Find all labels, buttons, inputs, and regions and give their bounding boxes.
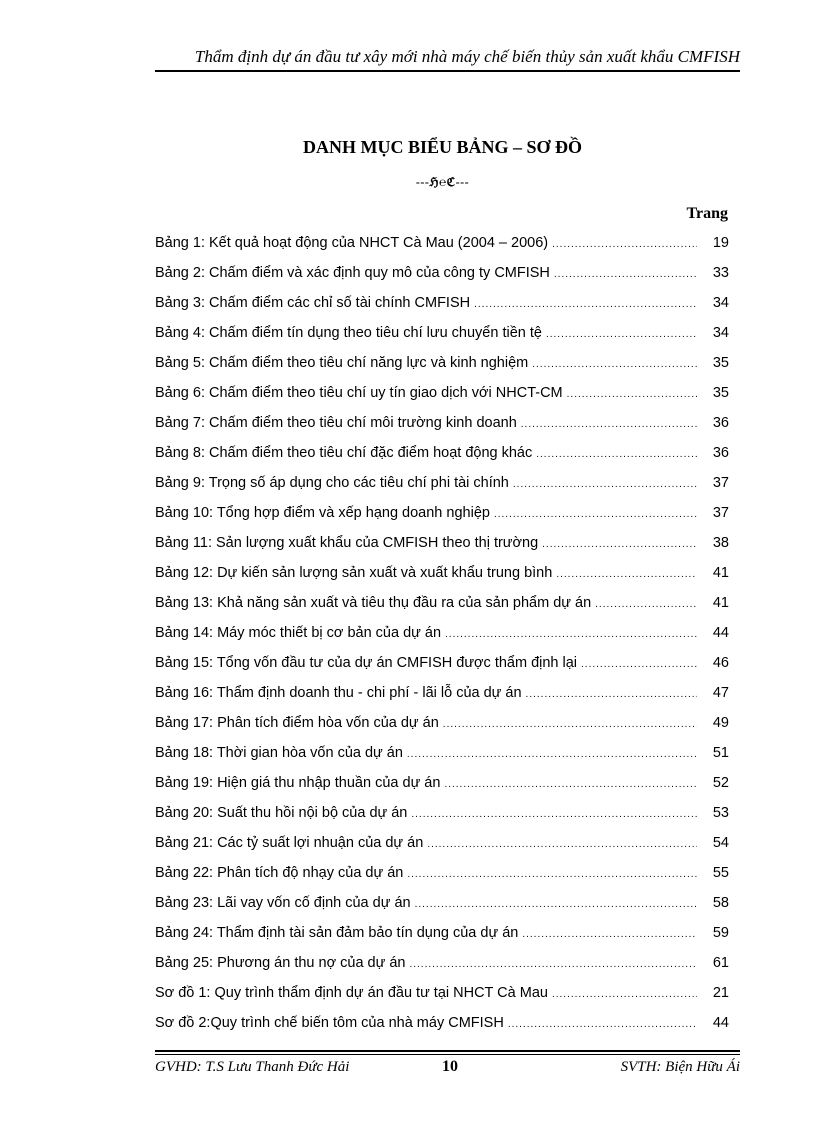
toc-entry — [155, 683, 729, 713]
page-title: DANH MỤC BIỂU BẢNG – SƠ ĐỒ — [302, 137, 583, 157]
toc-dot-leader — [494, 505, 697, 525]
toc-dot-leader — [536, 445, 697, 465]
toc-entry-label: Bảng 1: Kết quả hoạt động của NHCT Cà Mau (2004 – 2006) — [155, 235, 549, 251]
toc-dot-leader — [445, 625, 697, 645]
toc-dot-leader — [411, 805, 697, 825]
toc-entry-label: Bảng 6: Chấm điểm theo tiêu chí uy tín giao dịch với NHCT-CM — [155, 385, 563, 401]
toc-entry — [155, 623, 729, 653]
toc-entry — [155, 473, 729, 503]
toc-entry — [155, 1013, 729, 1043]
toc-entry-label: Sơ đồ 1: Quy trình thẩm định dự án đầu tư tại NHCT Cà Mau — [155, 985, 548, 1001]
toc-entry-label: Bảng 12: Dự kiến sản lượng sản xuất và xuất khẩu trung bình — [155, 565, 553, 581]
toc-entry — [155, 323, 729, 353]
toc-entry-label: Bảng 17: Phân tích điểm hòa vốn của dự án — [155, 715, 439, 731]
toc-entry — [155, 443, 729, 473]
toc-entry — [155, 863, 729, 893]
toc-entry-page: 34 — [712, 295, 729, 311]
toc-entry-page: 47 — [712, 685, 729, 701]
toc-entry-page: 54 — [712, 835, 729, 851]
toc-entry-page: 49 — [712, 715, 729, 731]
toc-entry — [155, 533, 729, 563]
toc-entry-page: 46 — [712, 655, 729, 671]
toc-entry-label: Bảng 2: Chấm điểm và xác định quy mô của công ty CMFISH — [155, 265, 550, 281]
footer-rule — [155, 1050, 740, 1052]
toc-entry — [155, 563, 729, 593]
toc-entry-label: Bảng 18: Thời gian hòa vốn của dự án — [155, 745, 403, 761]
toc-dot-leader — [407, 865, 697, 885]
toc-entry-label: Bảng 21: Các tỷ suất lợi nhuận của dự án — [155, 835, 424, 851]
toc-entry-page: 44 — [712, 1015, 729, 1031]
toc-entry-label: Bảng 10: Tổng hợp điểm và xếp hạng doanh nghiệp — [155, 505, 490, 521]
toc-dot-leader — [532, 355, 697, 375]
toc-dot-leader — [546, 325, 697, 345]
toc-entry — [155, 593, 729, 623]
toc-entry-label: Bảng 4: Chấm điểm tín dụng theo tiêu chí lưu chuyển tiền tệ — [155, 325, 542, 341]
toc-entry-page: 44 — [712, 625, 729, 641]
toc-entry — [155, 353, 729, 383]
toc-dot-leader — [407, 745, 697, 765]
toc-entry-page: 35 — [712, 385, 729, 401]
toc-entry-label: Bảng 22: Phân tích độ nhạy của dự án — [155, 865, 404, 881]
toc-entry — [155, 413, 729, 443]
toc-entry-page: 19 — [712, 235, 729, 251]
toc-entry-page: 53 — [712, 805, 729, 821]
toc-entry-page: 59 — [712, 925, 729, 941]
footer-student: SVTH: Biện Hữu Ái — [620, 1059, 740, 1075]
footer-rule-thin — [155, 1054, 740, 1055]
toc-dot-leader — [542, 535, 697, 555]
page-column-label: Trang — [686, 205, 728, 222]
toc-entry-label: Bảng 23: Lãi vay vốn cố định của dự án — [155, 895, 411, 911]
toc-entry-label: Sơ đồ 2:Quy trình chế biến tôm của nhà máy CMFISH — [155, 1015, 504, 1031]
toc-entry — [155, 293, 729, 323]
toc-dot-leader — [427, 835, 697, 855]
toc-dot-leader — [522, 925, 697, 945]
toc-entry — [155, 953, 729, 983]
toc-entry-label: Bảng 9: Trọng số áp dụng cho các tiêu chí phi tài chính — [155, 475, 509, 491]
toc-entry-page: 37 — [712, 475, 729, 491]
toc-entry — [155, 653, 729, 683]
toc-entry-page: 35 — [712, 355, 729, 371]
toc-entry-page: 36 — [712, 415, 729, 431]
toc-entry — [155, 263, 729, 293]
toc-dot-leader — [443, 715, 697, 735]
toc-dot-leader — [552, 985, 697, 1005]
title-ornament: ---ℌ℮ℭ--- — [415, 175, 470, 189]
toc-dot-leader — [581, 655, 697, 675]
toc-entry-page: 37 — [712, 505, 729, 521]
toc-entry-page: 41 — [712, 595, 729, 611]
toc-dot-leader — [556, 565, 697, 585]
toc-dot-leader — [415, 895, 697, 915]
toc-entry — [155, 983, 729, 1013]
toc-entry-label: Bảng 8: Chấm điểm theo tiêu chí đặc điểm hoạt động khác — [155, 445, 533, 461]
toc-entry-page: 51 — [712, 745, 729, 761]
toc-entry — [155, 503, 729, 533]
toc-entry-page: 36 — [712, 445, 729, 461]
toc-dot-leader — [508, 1015, 697, 1035]
toc-dot-leader — [552, 235, 697, 255]
toc-entry — [155, 233, 729, 263]
toc-entry — [155, 743, 729, 773]
toc-entry-page: 52 — [712, 775, 729, 791]
toc-dot-leader — [521, 415, 697, 435]
toc-dot-leader — [526, 685, 697, 705]
footer-page-number: 10 — [442, 1058, 458, 1075]
toc-entry-label: Bảng 7: Chấm điểm theo tiêu chí môi trường kinh doanh — [155, 415, 517, 431]
toc-entry — [155, 773, 729, 803]
running-footer — [155, 1057, 740, 1079]
toc-entry — [155, 713, 729, 743]
toc-entry-page: 33 — [712, 265, 729, 281]
toc-entry-page: 21 — [712, 985, 729, 1001]
toc-dot-leader — [513, 475, 697, 495]
toc-entry — [155, 833, 729, 863]
toc-entry-label: Bảng 5: Chấm điểm theo tiêu chí năng lực và kinh nghiệm — [155, 355, 529, 371]
toc-entry-page: 38 — [712, 535, 729, 551]
toc-entry — [155, 893, 729, 923]
toc-entry-page: 58 — [712, 895, 729, 911]
footer-advisor: GVHD: T.S Lưu Thanh Đức Hải — [155, 1059, 350, 1075]
toc-entry — [155, 803, 729, 833]
toc-entry-page: 34 — [712, 325, 729, 341]
toc-entry-page: 41 — [712, 565, 729, 581]
header-rule — [155, 70, 740, 72]
toc-dot-leader — [409, 955, 697, 975]
toc-entry-page: 61 — [712, 955, 729, 971]
toc-dot-leader — [444, 775, 697, 795]
toc-entry-page: 55 — [712, 865, 729, 881]
toc-entry-label: Bảng 15: Tổng vốn đầu tư của dự án CMFISH được thẩm định lại — [155, 655, 578, 671]
toc-entry-label: Bảng 3: Chấm điểm các chỉ số tài chính CMFISH — [155, 295, 471, 311]
toc-dot-leader — [474, 295, 697, 315]
toc-dot-leader — [554, 265, 697, 285]
toc-entry-label: Bảng 16: Thẩm định doanh thu - chi phí - lãi lỗ của dự án — [155, 685, 522, 701]
toc-entry-label: Bảng 11: Sản lượng xuất khẩu của CMFISH theo thị trường — [155, 535, 539, 551]
toc-entry — [155, 383, 729, 413]
toc-entry-label: Bảng 13: Khả năng sản xuất và tiêu thụ đầu ra của sản phẩm dự án — [155, 595, 592, 611]
toc-entry-label: Bảng 25: Phương án thu nợ của dự án — [155, 955, 406, 971]
toc-dot-leader — [595, 595, 697, 615]
toc-entry-label: Bảng 20: Suất thu hồi nội bộ của dự án — [155, 805, 408, 821]
table-of-contents — [155, 233, 729, 1043]
toc-dot-leader — [567, 385, 697, 405]
toc-entry-label: Bảng 14: Máy móc thiết bị cơ bản của dự án — [155, 625, 442, 641]
running-header: Thẩm định dự án đầu tư xây mới nhà máy chế biến thủy sản xuất khẩu CMFISH — [194, 47, 740, 66]
toc-entry-label: Bảng 19: Hiện giá thu nhập thuần của dự án — [155, 775, 441, 791]
toc-entry — [155, 923, 729, 953]
toc-entry-label: Bảng 24: Thẩm định tài sản đảm bảo tín dụng của dự án — [155, 925, 519, 941]
